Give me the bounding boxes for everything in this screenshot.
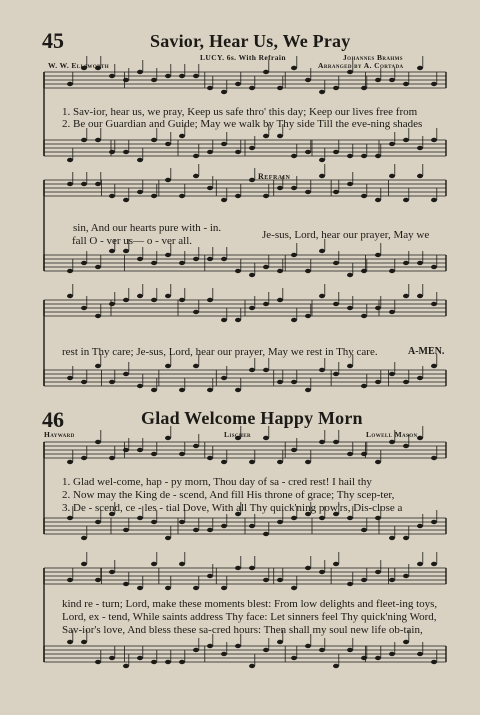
hymn-45-composer: Johannes Brahms xyxy=(343,53,403,62)
hymn-46-verse-1-line-2: kind re - turn; Lord, make these moments blest: From low delights and fleet-ing toys, xyxy=(62,598,438,610)
hymn-46-verse-3-line-2: Sav-ior's love, And bless these sa-cred hours: Then shall my soul new life ob-tain, xyxy=(62,624,423,636)
hymn-45-verse-1-line-2: sin, And our hearts pure with - in. xyxy=(73,222,222,234)
amen: A-MEN. xyxy=(408,346,445,357)
hymn-45-verse-1-line-1: 1. Sav-ior, hear us, we pray, Keep us safe thro' this day; Keep our lives free from xyxy=(62,106,418,118)
hymn-45-verse-2-line-2: fall O - ver us— o - ver all. xyxy=(72,235,193,247)
hymn-46-author: Hayward xyxy=(44,430,75,439)
refrain-label: Refrain xyxy=(258,172,291,181)
hymn-45-arranger: Arranged by A. Cortada xyxy=(318,61,404,70)
hymn-45-refrain-line-1: Je-sus, Lord, hear our prayer, May we xyxy=(262,229,430,241)
hymn-46-number: 46 xyxy=(42,407,64,432)
hymn-46-verse-1-line-1: 1. Glad wel-come, hap - py morn, Thou day of sa - cred rest! I hail thy xyxy=(62,476,372,488)
hymn-45-number: 45 xyxy=(42,28,64,53)
hymn-46-title: Glad Welcome Happy Morn xyxy=(141,408,363,428)
hymn-46-composer: Lowell Mason xyxy=(366,430,418,439)
hymn-46-arranger: Lischer xyxy=(224,430,251,439)
hymn-45-tune: LUCY. 6s. With Refrain xyxy=(200,53,286,62)
hymn-45-refrain-line-2: rest in Thy care; Je-sus, Lord, hear our prayer, May we rest in Thy care. xyxy=(62,346,378,358)
hymn-45-verse-2-line-1: 2. Be our Guardian and Guide; May we walk by Thy side Till the eve-ning shades xyxy=(62,118,423,130)
hymn-45-title: Savior, Hear Us, We Pray xyxy=(150,31,351,51)
hymn-46-verse-2-line-1: 2. Now may the King de - scend, And fill His throne of grace; Thy scep-ter, xyxy=(62,489,395,501)
hymn-46-verse-3-line-1: 3. De - scend, ce - les - tial Dove, With all Thy quick'ning pow'rs, Dis-close a xyxy=(62,502,403,514)
hymn-46-verse-2-line-2: Lord, ex - tend, While saints address Thy face: Let sinners feel Thy quick'ning Word, xyxy=(62,611,437,623)
hymn-45-author: W. W. Ellsworth xyxy=(48,61,109,70)
